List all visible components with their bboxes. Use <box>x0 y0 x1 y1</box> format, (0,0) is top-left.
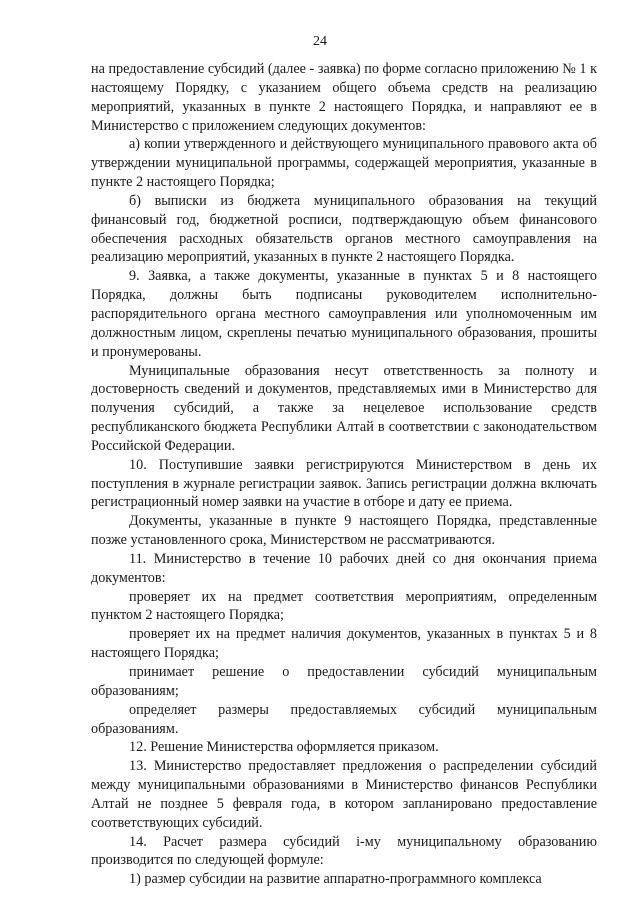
paragraph: 12. Решение Министерства оформляется приказом. <box>129 739 439 756</box>
document-body <box>91 60 597 889</box>
paragraph: 1) размер субсидии на развитие аппаратно-программного комплекса <box>129 871 542 888</box>
paragraph: 10. Поступившие заявки регистрируются Министерством в день их поступления в журнале регистрации заявок. Запись регистрации должна включать регистрационный номер заявки на участие в отборе и дату ее приема. <box>91 456 597 511</box>
paragraph: 11. Министерство в течение 10 рабочих дней со дня окончания приема документов: <box>91 550 597 586</box>
paragraph: а) копии утвержденного и действующего муниципального правового акта об утверждении муниципальной программы, содержащей мероприятия, указанные в пункте 2 настоящего Порядка; <box>91 136 597 191</box>
paragraph: проверяет их на предмет наличия документов, указанных в пунктах 5 и 8 настоящего Порядка; <box>91 626 597 662</box>
paragraph: 14. Расчет размера субсидий i-му муниципальному образованию производится по следующей формуле: <box>91 833 597 869</box>
paragraph: принимает решение о предоставлении субсидий муниципальным образованиям; <box>91 664 597 699</box>
page-number: 24 <box>313 34 327 49</box>
paragraph: Муниципальные образования несут ответственность за полноту и достоверность сведений и документов, представляемых ими в Министерство для получения субсидий, а также за нецелевое использование средств республиканского бюджета Республики Алтай в соответствии с законодательством Российской Федерации. <box>91 362 597 454</box>
paragraph: б) выписки из бюджета муниципального образования на текущий финансовый год, бюджетной росписи, подтверждающую объем финансового обеспечения расходных обязательств органов местного самоуправления на реализацию мероприятий, указанных в пункте 2 настоящего Порядка. <box>91 192 597 266</box>
paragraph: проверяет их на предмет соответствия мероприятиям, определенным пунктом 2 настоящего Порядка; <box>91 588 597 624</box>
paragraph: Документы, указанные в пункте 9 настоящего Порядка, представленные позже установленного срока, Министерством не рассматриваются. <box>91 513 597 549</box>
paragraph: на предоставление субсидий (далее - заявка) по форме согласно приложению № 1 к настоящему Порядку, с указанием общего объема средств на реализацию мероприятий, указанных в пункте 2 настоящего Порядка, и направляют ее в Министерство с приложением следующих документов: <box>91 61 597 134</box>
paragraph: 13. Министерство предоставляет предложения о распределении субсидий между муниципальными образованиями в Министерство финансов Республики Алтай не позднее 5 февраля года, в котором запланировано предоставление соответствующих субсидий. <box>91 758 597 831</box>
paragraph: 9. Заявка, а также документы, указанные в пунктах 5 и 8 настоящего Порядка, должны быть подписаны руководителем исполнительно-распорядительного органа местного самоуправления или уполномоченным им должностным лицом, скреплены печатью муниципального образования, прошиты и пронумерованы. <box>91 268 597 360</box>
paragraph: определяет размеры предоставляемых субсидий муниципальным образованиям. <box>91 701 597 737</box>
